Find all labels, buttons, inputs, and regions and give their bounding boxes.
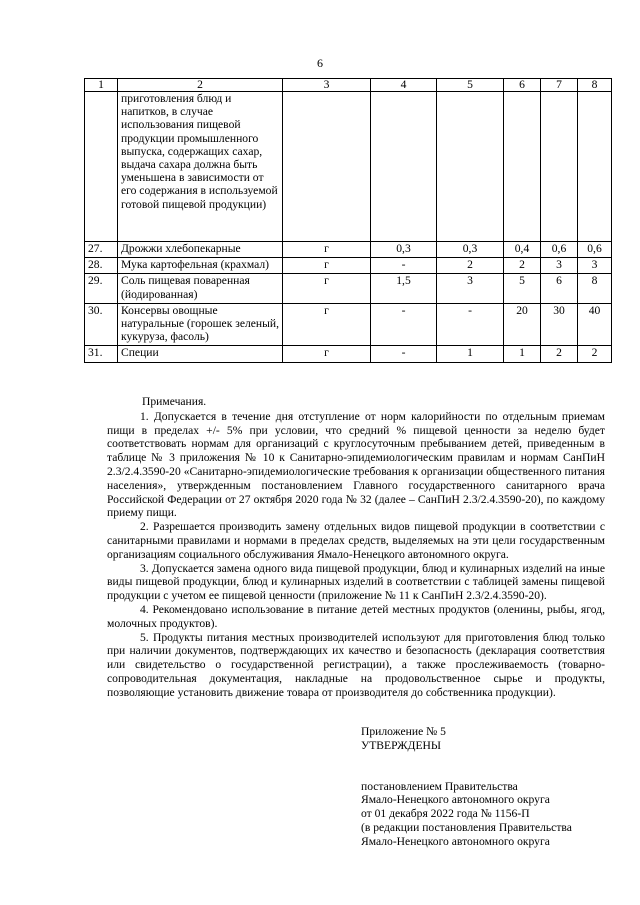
page-number: 6 — [317, 56, 323, 70]
unit: г — [283, 258, 371, 274]
value-col8: 3 — [578, 258, 612, 274]
approval-line: Ямало-Ненецкого автономного округа — [361, 834, 550, 848]
table-row — [85, 258, 612, 274]
header-cell: 6 — [504, 79, 541, 92]
row-number: 30. — [85, 303, 118, 346]
approval-line: от 01 декабря 2022 года № 1156-П — [361, 807, 530, 821]
value-col8: 0,6 — [578, 242, 612, 258]
product-name: Соль пищевая поваренная (йодированная) — [118, 274, 283, 303]
value-col8: 40 — [578, 303, 612, 346]
value-col5: 0,3 — [437, 242, 504, 258]
value-col7 — [541, 92, 578, 242]
value-col6: 0,4 — [504, 242, 541, 258]
product-name: приготовления блюд и напитков, в случае использования пищевой продукции промышленного выпуска, содержащих сахар, выдача сахара должна быть уменьшена в зависимости от его содержания в используемой готовой пищевой продукции) — [118, 92, 283, 242]
value-col4: 0,3 — [371, 242, 437, 258]
unit: г — [283, 274, 371, 303]
approval-line: (в редакции постановления Правительства — [361, 820, 572, 834]
note-item: 5. Продукты питания местных производителей используют для приготовления блюд только при наличии документов, подтверждающих их качество и безопасность (декларация соответствия или свидетельство о государственной регистрации), а также прослеживаемость (товарно-сопроводительная документация, накладные на продовольственное сырье и продукты, позволяющие установить движение товара от производителя до собственника продукции). — [107, 630, 605, 699]
value-col5: - — [437, 303, 504, 346]
unit — [283, 92, 371, 242]
value-col7: 30 — [541, 303, 578, 346]
notes-section — [107, 395, 605, 700]
header-cell: 8 — [578, 79, 612, 92]
note-item: 1. Допускается в течение дня отступление от норм калорийности по отдельным приемам пищи в пределах +/- 5% при условии, что средний % пищевой ценности за неделю будет соответствовать нормам для организаций с круглосуточным пребыванием детей, приведенным в таблице № 3 приложения № 10 к Санитарно-эпидемиологическим правилам и нормам СанПиН 2.3/2.4.3590-20 «Санитарно-эпидемиологические требования к организации общественного питания населения», утвержденным постановлением Главного государственного санитарного врача Российской Федерации от 27 октября 2020 года № 32 (далее – СанПиН 2.3/2.4.3590-20), по каждому приему пищи. — [107, 409, 605, 520]
value-col7: 2 — [541, 346, 578, 362]
value-col8 — [578, 92, 612, 242]
approval-line: Ямало-Ненецкого автономного округа — [361, 793, 550, 807]
header-cell: 2 — [118, 79, 283, 92]
value-col7: 0,6 — [541, 242, 578, 258]
unit: г — [283, 346, 371, 362]
value-col7: 3 — [541, 258, 578, 274]
note-item: 3. Допускается замена одного вида пищевой продукции, блюд и кулинарных изделий на иные виды пищевой продукции, блюд и кулинарных изделий в соответствии с таблицей замены пищевой продукции с учетом ее пищевой ценности (приложение № 11 к СанПиН 2.3/2.4.3590-20). — [107, 561, 605, 603]
value-col4: - — [371, 303, 437, 346]
header-cell: 3 — [283, 79, 371, 92]
header-cell: 7 — [541, 79, 578, 92]
table-row — [85, 242, 612, 258]
value-col6: 5 — [504, 274, 541, 303]
value-col6 — [504, 92, 541, 242]
header-cell: 5 — [437, 79, 504, 92]
product-name: Консервы овощные натуральные (горошек зеленый, кукуруза, фасоль) — [118, 303, 283, 346]
value-col7: 6 — [541, 274, 578, 303]
value-col8: 2 — [578, 346, 612, 362]
row-number: 28. — [85, 258, 118, 274]
table-header-row — [85, 79, 612, 92]
product-name: Мука картофельная (крахмал) — [118, 258, 283, 274]
row-number — [85, 92, 118, 242]
value-col8: 8 — [578, 274, 612, 303]
value-col6: 2 — [504, 258, 541, 274]
value-col5: 1 — [437, 346, 504, 362]
value-col5: 3 — [437, 274, 504, 303]
note-item: 4. Рекомендовано использование в питание детей местных продуктов (оленины, рыбы, ягод, молочных продуктов). — [107, 602, 605, 630]
product-name: Специи — [118, 346, 283, 362]
value-col6: 20 — [504, 303, 541, 346]
unit: г — [283, 242, 371, 258]
note-item: 2. Разрешается производить замену отдельных видов пищевой продукции в соответствии с санитарными правилами и нормами в пределах средств, выделяемых на эти цели государственным организациям социального обслуживания Ямало-Ненецкого автономного округа. — [107, 520, 605, 561]
approved-label: УТВЕРЖДЕНЫ — [361, 738, 442, 752]
value-col6: 1 — [504, 346, 541, 362]
unit: г — [283, 303, 371, 346]
row-number: 27. — [85, 242, 118, 258]
value-col4: - — [371, 346, 437, 362]
value-col4: - — [371, 258, 437, 274]
product-name: Дрожжи хлебопекарные — [118, 242, 283, 258]
approval-line: постановлением Правительства — [361, 779, 518, 793]
appendix-block — [361, 725, 621, 849]
header-cell: 4 — [371, 79, 437, 92]
value-col4: 1,5 — [371, 274, 437, 303]
row-number: 29. — [85, 274, 118, 303]
header-cell: 1 — [85, 79, 118, 92]
notes-title: Примечания. — [142, 395, 207, 408]
appendix-title: Приложение № 5 — [361, 725, 446, 738]
row-number: 31. — [85, 346, 118, 362]
table-row — [85, 303, 612, 346]
value-col4 — [371, 92, 437, 242]
table-row — [85, 274, 612, 303]
value-col5: 2 — [437, 258, 504, 274]
food-norms-table — [84, 78, 612, 363]
table-row — [85, 346, 612, 362]
value-col5 — [437, 92, 504, 242]
table-row-continuation — [85, 92, 612, 242]
